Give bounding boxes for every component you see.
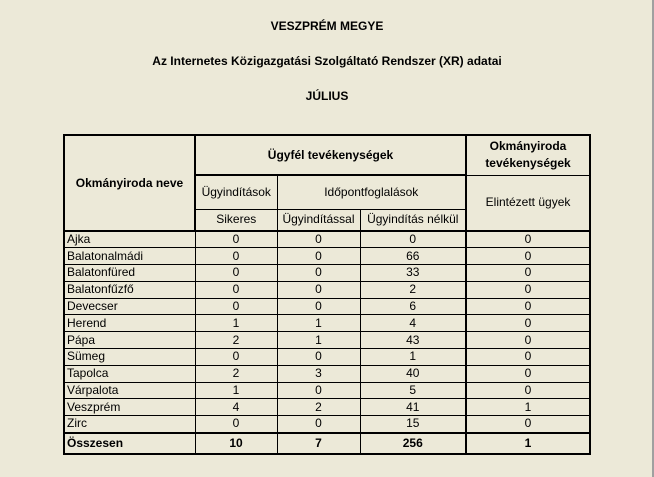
successful-cell: 0	[195, 231, 277, 248]
office-name-cell: Pápa	[64, 332, 195, 349]
county-title: VESZPRÉM MEGYE	[270, 19, 384, 33]
successful-cell: 0	[195, 416, 277, 433]
table-row	[64, 265, 590, 282]
with-initiation-cell: 3	[277, 365, 360, 382]
table-row	[64, 315, 590, 332]
without-initiation-cell: 4	[360, 315, 466, 332]
total-handled: 1	[466, 433, 590, 454]
without-initiation-cell: 41	[360, 399, 466, 416]
handled-cases-header: Elintézett ügyek	[466, 175, 590, 231]
total-row	[64, 433, 590, 454]
client-activities-header: Ügyfél tevékenységek	[195, 135, 466, 175]
without-initiation-cell: 40	[360, 365, 466, 382]
report-subtitle: Az Internetes Közigazgatási Szolgáltató Rendszer (XR) adatai	[152, 54, 502, 68]
with-initiation-cell: 0	[277, 281, 360, 298]
without-initiation-cell: 43	[360, 332, 466, 349]
successful-cell: 4	[195, 399, 277, 416]
successful-header: Sikeres	[195, 209, 277, 231]
office-activities-header: Okmányiroda tevékenységek	[466, 135, 590, 175]
without-initiation-cell: 5	[360, 382, 466, 399]
successful-cell: 1	[195, 382, 277, 399]
without-initiation-cell: 1	[360, 349, 466, 366]
statistics-table	[63, 134, 591, 455]
without-initiation-cell: 0	[360, 231, 466, 248]
without-initiation-header: Ügyindítás nélkül	[360, 209, 466, 231]
with-initiation-cell: 0	[277, 231, 360, 248]
table-row	[64, 416, 590, 433]
successful-cell: 0	[195, 265, 277, 282]
office-name-cell: Zirc	[64, 416, 195, 433]
handled-cell: 0	[466, 281, 590, 298]
office-name-cell: Herend	[64, 315, 195, 332]
successful-cell: 0	[195, 298, 277, 315]
without-initiation-cell: 66	[360, 248, 466, 265]
handled-cell: 0	[466, 416, 590, 433]
without-initiation-cell: 33	[360, 265, 466, 282]
without-initiation-cell: 2	[360, 281, 466, 298]
with-initiation-cell: 1	[277, 332, 360, 349]
table-row	[64, 231, 590, 248]
with-initiation-cell: 1	[277, 315, 360, 332]
without-initiation-cell: 15	[360, 416, 466, 433]
with-initiation-cell: 0	[277, 298, 360, 315]
office-name-cell: Balatonalmádi	[64, 248, 195, 265]
table-row	[64, 281, 590, 298]
month-title: JÚLIUS	[305, 89, 349, 103]
successful-cell: 2	[195, 365, 277, 382]
office-name-cell: Várpalota	[64, 382, 195, 399]
successful-cell: 0	[195, 248, 277, 265]
office-name-cell: Devecser	[64, 298, 195, 315]
with-initiation-cell: 0	[277, 248, 360, 265]
without-initiation-cell: 6	[360, 298, 466, 315]
table-row	[64, 349, 590, 366]
table-row	[64, 365, 590, 382]
office-name-cell: Balatonfűzfő	[64, 281, 195, 298]
initiations-subheader: Ügyindítások	[195, 175, 277, 209]
office-name-cell: Veszprém	[64, 399, 195, 416]
successful-cell: 2	[195, 332, 277, 349]
office-name-cell: Sümeg	[64, 349, 195, 366]
successful-cell: 1	[195, 315, 277, 332]
with-initiation-cell: 0	[277, 265, 360, 282]
handled-cell: 0	[466, 365, 590, 382]
office-name-cell: Tapolca	[64, 365, 195, 382]
total-successful: 10	[195, 433, 277, 454]
handled-cell: 0	[466, 248, 590, 265]
successful-cell: 0	[195, 349, 277, 366]
handled-cell: 0	[466, 349, 590, 366]
table-row	[64, 248, 590, 265]
table-row	[64, 298, 590, 315]
with-initiation-header: Ügyindítással	[277, 209, 360, 231]
table-row	[64, 332, 590, 349]
with-initiation-cell: 0	[277, 349, 360, 366]
office-name-cell: Ajka	[64, 231, 195, 248]
appointments-subheader: Időpontfoglalások	[277, 175, 466, 209]
handled-cell: 0	[466, 382, 590, 399]
table-row	[64, 382, 590, 399]
handled-cell: 0	[466, 332, 590, 349]
with-initiation-cell: 2	[277, 399, 360, 416]
with-initiation-cell: 0	[277, 416, 360, 433]
total-with-initiation: 7	[277, 433, 360, 454]
with-initiation-cell: 0	[277, 382, 360, 399]
total-label: Összesen	[64, 433, 195, 454]
table-row	[64, 399, 590, 416]
successful-cell: 0	[195, 281, 277, 298]
handled-cell: 0	[466, 231, 590, 248]
handled-cell: 1	[466, 399, 590, 416]
office-name-header: Okmányiroda neve	[64, 135, 195, 231]
office-name-cell: Balatonfüred	[64, 265, 195, 282]
handled-cell: 0	[466, 298, 590, 315]
total-without-initiation: 256	[360, 433, 466, 454]
handled-cell: 0	[466, 315, 590, 332]
handled-cell: 0	[466, 265, 590, 282]
